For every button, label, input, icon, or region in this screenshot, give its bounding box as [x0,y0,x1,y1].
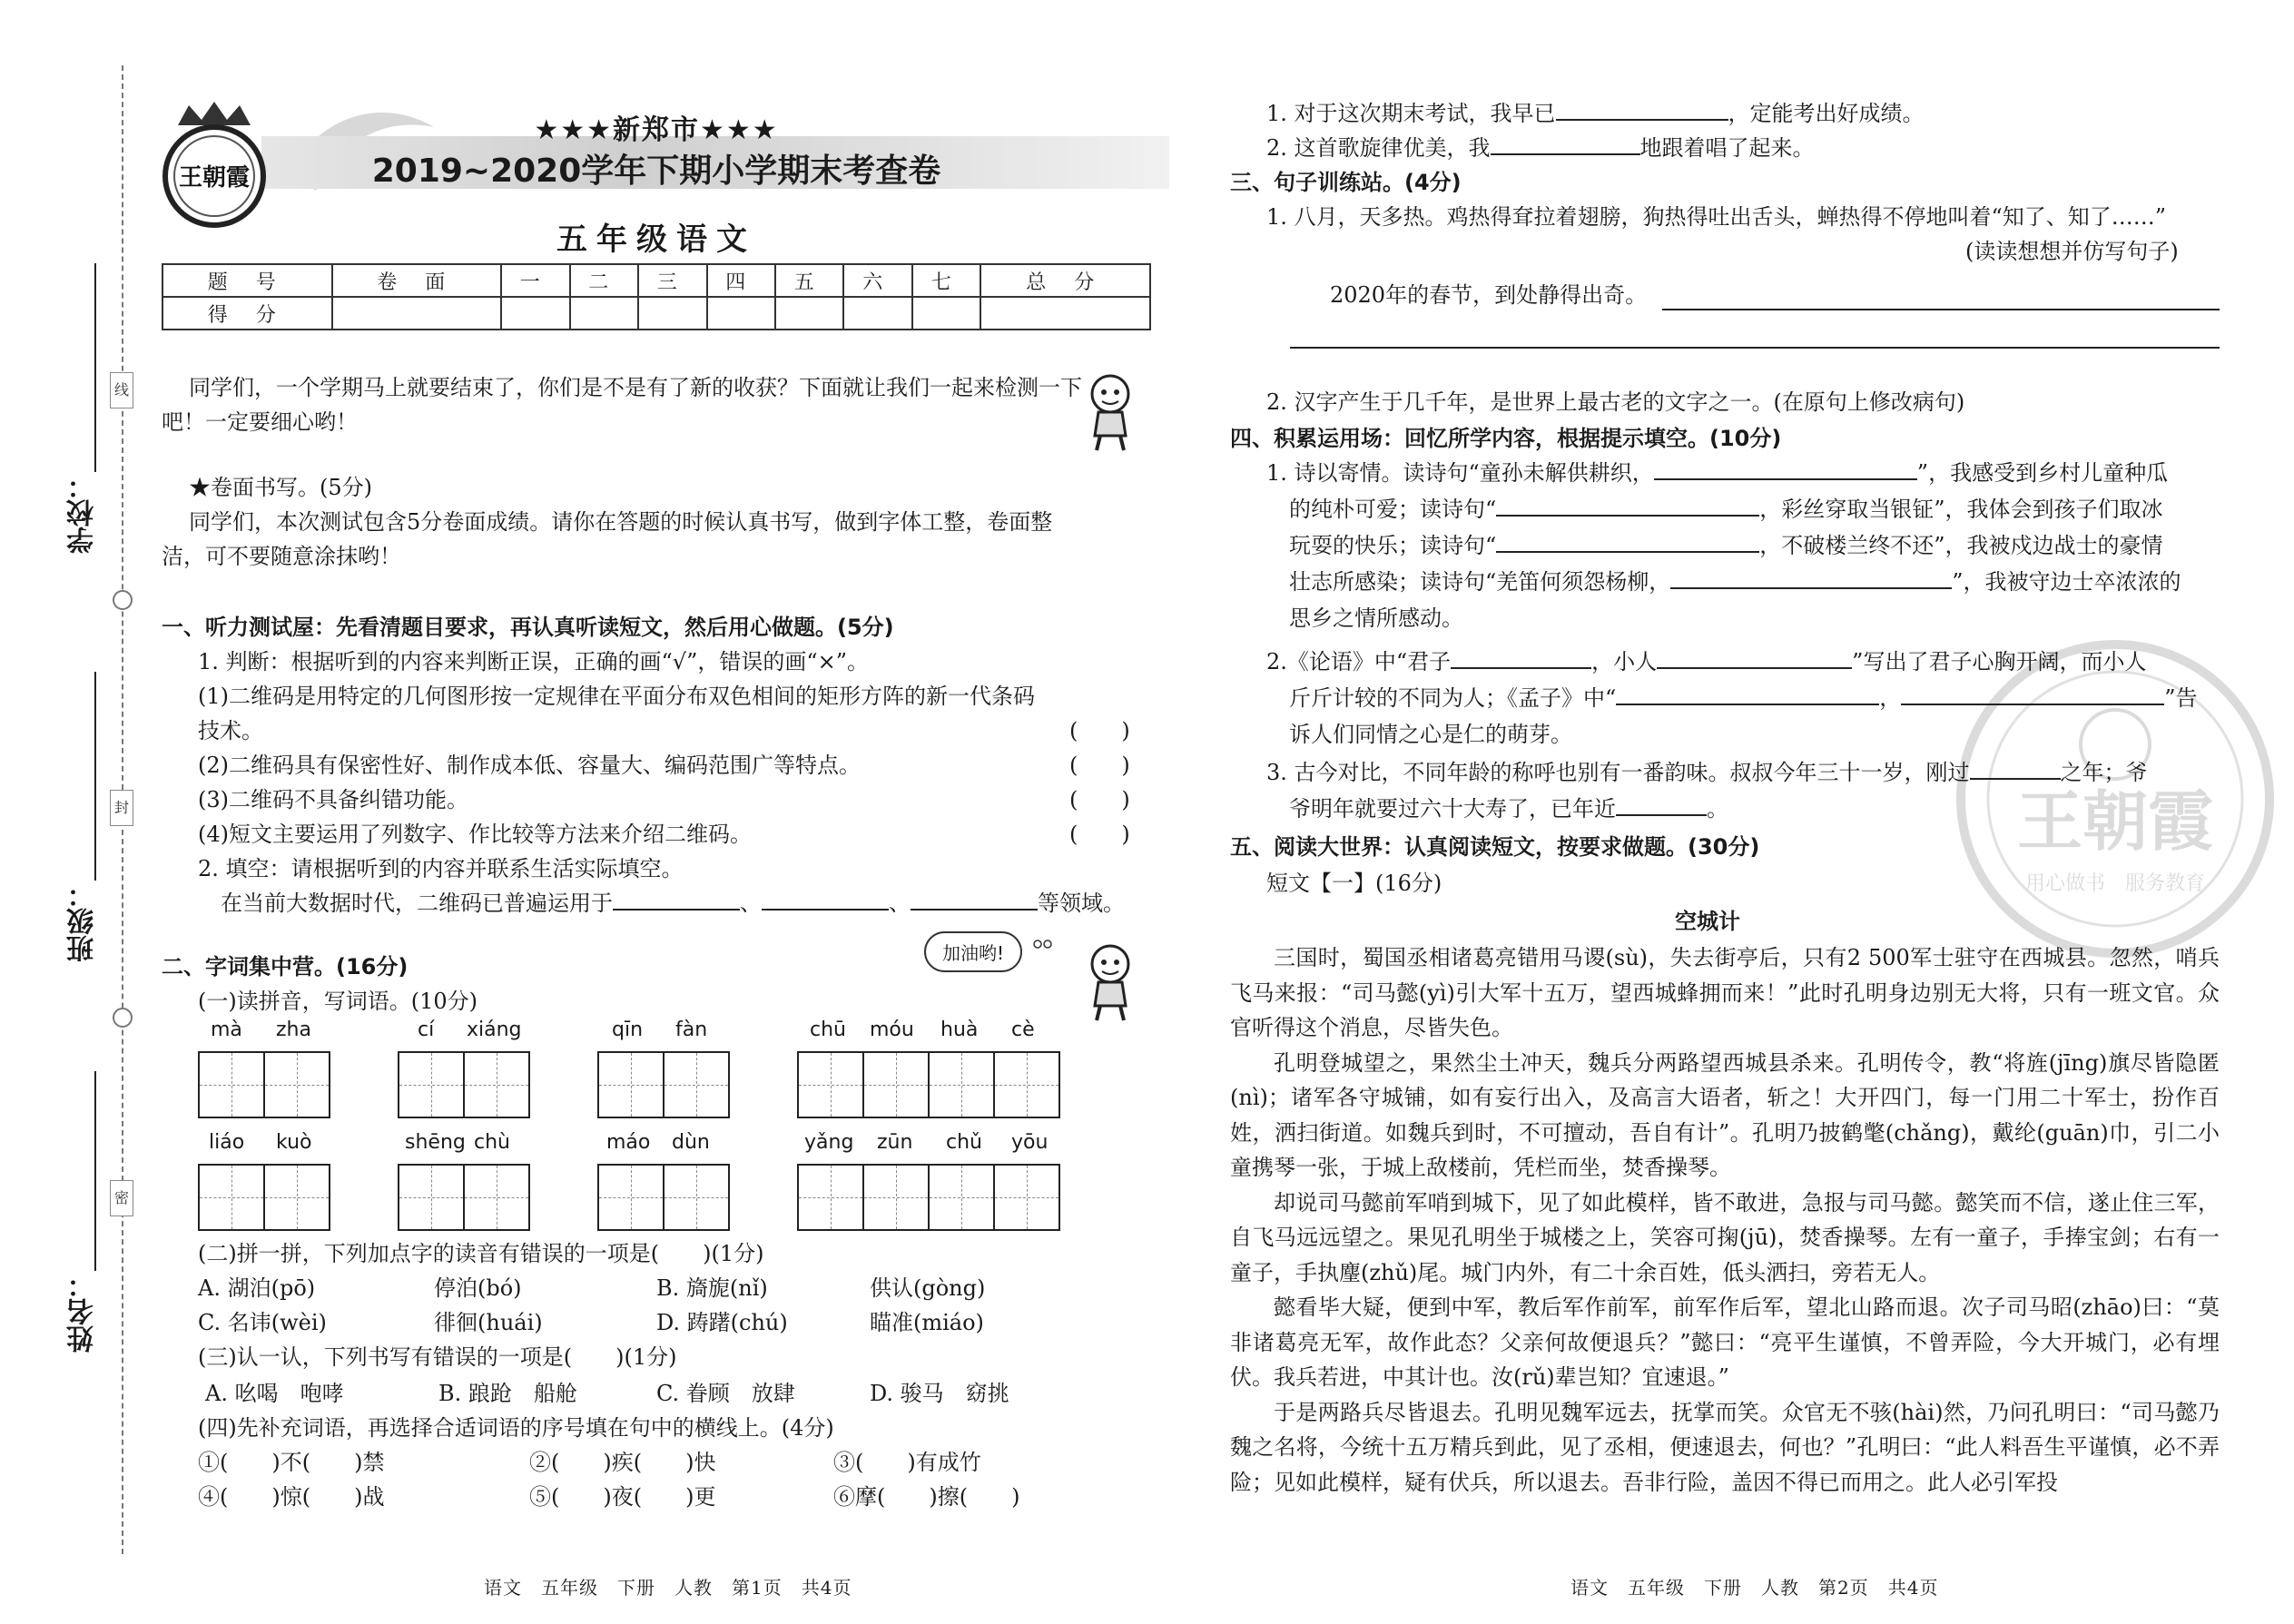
idiom-fill[interactable]: ⑤( )夜( )更 [529,1484,716,1510]
score-cell: 卷 面 [332,264,502,297]
fill-text: 等领域。 [1038,891,1125,916]
passage-body [1230,940,2220,1500]
judge-item: (2)二维码具有保密性好、制作成本低、容量大、编码范围广等特点。 [198,753,861,778]
pinyin-syllable: móu [870,1019,914,1041]
writing-boxes [597,1164,728,1231]
fill-sentence [1266,131,1815,165]
svg-text:王朝霞: 王朝霞 [178,164,251,192]
fill-sep: 、 [889,891,911,916]
option[interactable]: B. 旖旎(nǐ) [656,1275,768,1301]
page-footer: 语文 五年级 下册 人教 第1页 共4页 [484,1577,852,1599]
section3-title: 三、句子训练站。(4分) [1230,170,1462,195]
writing-boxes [797,1164,1058,1231]
fill-blank[interactable] [1657,645,1852,669]
judge-item: (1)二维码是用特定的几何图形按一定规律在平面分布双色相间的矩形方阵的新一代条码 [198,684,1035,709]
fill-text: ， [1879,685,1902,711]
idiom-fill[interactable]: ②( )疾( )快 [529,1450,716,1475]
fill-blank[interactable] [1496,493,1759,517]
class-label: 班级： [67,881,99,962]
score-cell: 总 分 [980,264,1150,297]
classic-fill-line: 诉人们同情之心是仁的萌芽。 [1289,722,1572,747]
age-fill-line [1266,755,2148,790]
option[interactable]: D. 骏马 窈挑 [870,1381,1009,1406]
subject-title: 五年级语文 [556,221,756,258]
binding-mark: 线 [110,372,133,408]
option[interactable]: C. 名讳(wèi) [198,1310,327,1335]
fill-text: 爷明年就要过六十大寿了，已年近 [1289,796,1616,822]
pinyin-syllable: fàn [675,1019,708,1041]
score-input-cell[interactable] [638,297,706,330]
section4-title: 四、积累运用场：回忆所学内容，根据提示填空。(10分) [1230,426,1782,451]
school-field[interactable] [94,263,96,472]
pinyin-group [797,1019,1060,1120]
page-footer: 语文 五年级 下册 人教 第2页 共4页 [1570,1577,1939,1599]
binding-strip [0,0,136,1624]
pinyin-syllable: liáo [209,1131,245,1154]
passage-paragraph: 三国时，蜀国丞相诸葛亮错用马谡(sù)，失去街亭后，只有2 500军士驻守在西城县。忽然，哨兵飞马来报：“司马懿(yì)引大军十五万，望西城蜂拥而来！”此时孔明身边别无大将，只有一班文官。众官听得这个消息，尽皆失色。 [1230,945,2220,1040]
fill-blank[interactable] [1654,457,1917,480]
fill-text: ”，我被守边士卒浓浓的 [1952,569,2181,595]
fill-text: ，定能考出好成绩。 [1728,101,1925,126]
binding-mark: 封 [110,790,133,826]
classic-fill-line [1266,645,2146,679]
score-cell: 六 [843,264,911,297]
fill-blank[interactable] [1670,566,1952,589]
fill-blank[interactable] [1556,97,1728,121]
handwriting-line: 洁，可不要随意涂抹哟！ [162,544,401,569]
fill-blank[interactable] [1451,645,1591,669]
fill-text: 壮志所感染；读诗句“羌笛何须怨杨柳， [1289,569,1671,595]
writing-box[interactable] [663,1051,730,1118]
score-cell: 五 [775,264,843,297]
poem-fill-line [1289,492,2163,527]
fill-text: 地跟着唱了起来。 [1639,135,1815,161]
fill-text: 玩耍的快乐；读诗句“ [1289,533,1497,558]
answer-paren[interactable]: ( ) [1069,718,1130,743]
option: 供认(gòng) [870,1275,986,1301]
fill-text: 1. 对于这次期末考试，我早已 [1266,101,1556,126]
school-label: 学校： [67,472,99,554]
class-field[interactable] [94,672,96,881]
pinyin-syllable: chǔ [946,1131,982,1154]
score-row-label: 得 分 [162,297,332,330]
fill-blank[interactable] [1491,132,1640,155]
pinyin-syllable: chū [810,1019,846,1041]
score-table-score-row [162,297,1150,330]
cheer-bubble: 加油哟! [924,931,1022,972]
score-input-cell[interactable] [980,297,1150,330]
fill-text: 。 [1707,796,1728,822]
fill-text: 在当前大数据时代，二维码已普遍运用于 [221,891,613,916]
idiom-fill[interactable]: ①( )不( )禁 [198,1450,385,1475]
fill-text: ，彩丝穿取当银钲”，我体会到孩子们取冰 [1759,497,2163,522]
section2-part4: (四)先补充词语，再选择合适词语的序号填在句中的横线上。(4分) [198,1415,834,1441]
section2-title: 二、字词集中营。(16分) [162,954,409,979]
writing-boxes [597,1051,728,1118]
mascot-icon [1078,370,1142,452]
judge-item: 技术。 [198,718,263,743]
writing-boxes [797,1051,1058,1118]
svg-text:王朝霞: 王朝霞 [2016,782,2214,860]
writing-box[interactable] [797,1164,864,1231]
writing-box[interactable] [862,1051,930,1118]
score-input-cell[interactable] [332,297,502,330]
answer-line[interactable] [1290,325,2220,349]
score-input-cell[interactable] [912,297,980,330]
score-input-cell[interactable] [775,297,843,330]
score-table-header-row [162,264,1150,297]
fill-text: ”告 [2164,685,2198,711]
pinyin-group [597,1131,732,1233]
writing-box[interactable] [993,1051,1060,1118]
score-cell: 题 号 [162,264,332,297]
fill-blank[interactable] [1970,756,2061,780]
writing-box[interactable] [263,1164,330,1231]
city-heading: ★★★新郑市★★★ [534,114,779,146]
fill-blank[interactable] [762,887,889,910]
page-2 [1230,0,2220,1624]
pinyin-syllable: chù [474,1131,510,1154]
pinyin-syllable: cè [1011,1019,1035,1041]
option: 瞄准(miáo) [870,1310,984,1335]
pinyin-syllable: yǎng [804,1131,854,1154]
poem-fill-line [1289,528,2163,563]
section3-q2[interactable]: 2. 汉字产生于几千年，是世界上最古老的文字之一。(在原句上修改病句) [1266,389,1965,415]
idiom-fill[interactable]: ④( )惊( )战 [198,1484,385,1510]
score-cell: 七 [912,264,980,297]
option[interactable]: D. 踌躇(chú) [656,1310,788,1335]
writing-box[interactable] [993,1164,1060,1231]
section2-part2: (二)拼一拼，下列加点字的读音有错误的一项是( )(1分) [198,1241,764,1266]
fill-text: 2.《论语》中“君子 [1266,649,1452,674]
writing-box[interactable] [663,1164,730,1231]
pinyin-syllable: qīn [612,1019,644,1041]
fill-text: 3. 古今对比，不同年龄的称呼也别有一番韵味。叔叔今年三十一岁，刚过 [1266,760,1970,785]
pinyin-syllable: xiáng [467,1019,522,1041]
binding-hole [113,590,133,610]
writing-box[interactable] [398,1051,465,1118]
fill-blank[interactable] [911,887,1038,910]
writing-box[interactable] [928,1164,995,1231]
pinyin-group [797,1131,1060,1233]
writing-boxes [198,1051,329,1118]
score-input-cell[interactable] [707,297,775,330]
pinyin-syllable: mà [211,1019,242,1041]
answer-line[interactable] [1662,287,2220,310]
score-input-cell[interactable] [843,297,911,330]
writing-boxes [398,1164,528,1231]
option[interactable]: A. 吆喝 咆哮 [205,1381,344,1406]
idiom-fill[interactable]: ③( )有成竹 [833,1450,981,1475]
pinyin-syllable: kuò [276,1131,312,1154]
section5-title: 五、阅读大世界：认真阅读短文，按要求做题。(30分) [1230,834,1760,860]
exam-title: 2019~2020学年下期小学期末考查卷 [371,153,941,190]
fill-text: ”，我感受到乡村儿童种瓜 [1916,460,2169,486]
classic-fill-line [1289,681,2198,715]
handwriting-line: 同学们，本次测试包含5分卷面成绩。请你在答题的时候认真书写，做到字体工整，卷面整 [189,509,1053,535]
fill-blank[interactable] [1901,682,2164,705]
mascot-icon [1078,940,1142,1022]
option[interactable]: C. 眷顾 放肆 [656,1381,795,1406]
writing-box[interactable] [597,1051,665,1118]
pinyin-group [198,1019,332,1120]
writing-box[interactable] [198,1164,265,1231]
section2-part1: (一)读拼音，写词语。(10分) [198,989,478,1014]
poem-fill-line: 思乡之情所感动。 [1289,605,1463,631]
passage-paragraph: 却说司马懿前军哨到城下，见了如此模样，皆不敢进，急报与司马懿。懿笑而不信，遂止住三军，自飞马远远望之。果见孔明坐于城楼之上，笑容可掬(jū)，焚香操琴。左有一童子，手捧宝剑；右有一童子，手执麈(zhǔ)尾。城门内外，有二十余百姓，低头洒扫，旁若无人。 [1230,1189,2220,1285]
answer-paren[interactable]: ( ) [1069,753,1130,778]
pinyin-group [398,1131,532,1233]
writing-box[interactable] [463,1164,530,1231]
section1-title: 一、听力测试屋：先看清题目要求，再认真听读短文，然后用心做题。(5分) [162,615,894,640]
section3-q1-hint: (读读想想并仿写句子) [1965,239,2179,264]
writing-box[interactable] [263,1051,330,1118]
passage-label: 短文【一】(16分) [1266,871,1442,896]
score-input-cell[interactable] [570,297,638,330]
section3-q1-start: 2020年的春节，到处静得出奇。 [1330,282,1648,308]
poem-fill-line [1266,456,2168,490]
writing-box[interactable] [928,1051,995,1118]
writing-box[interactable] [797,1051,864,1118]
option: 徘徊(huái) [434,1310,543,1335]
page-1 [162,0,1151,1624]
binding-mark: 密 [110,1180,133,1216]
writing-box[interactable] [463,1051,530,1118]
writing-boxes [398,1051,528,1118]
option[interactable]: A. 湖泊(pō) [198,1275,316,1301]
score-cell: 四 [707,264,775,297]
section2-part3: (三)认一认，下列书写有错误的一项是( )(1分) [198,1344,677,1370]
svg-text:用心做书 服务教育: 用心做书 服务教育 [2024,872,2206,895]
fill-blank[interactable] [1616,682,1879,705]
writing-boxes [198,1164,329,1231]
poem-fill-line [1289,565,2181,599]
section3-q1: 1. 八月，天多热。鸡热得耷拉着翅膀，狗热得吐出舌头，蝉热得不停地叫着“知了、知了……” [1266,204,2167,230]
pinyin-syllable: cí [418,1019,435,1041]
fill-sentence [1266,96,1925,131]
writing-box[interactable] [862,1164,930,1231]
pinyin-syllable: zha [276,1019,311,1041]
bubble-dots-icon [1033,939,1053,950]
fill-text: ”写出了君子心胸开阔，而小人 [1852,649,2147,674]
pinyin-syllable: yōu [1011,1131,1049,1154]
fill-text: 1. 诗以寄情。读诗句“童孙未解供耕织， [1266,460,1654,486]
pinyin-group [198,1131,332,1233]
score-cell: 二 [570,264,638,297]
option[interactable]: B. 踉跄 船舱 [438,1381,577,1406]
idiom-fill[interactable]: ⑥摩( )擦( ) [833,1484,1020,1510]
fill-text: ，不破楼兰终不还”，我被戍边战士的豪情 [1759,533,2163,558]
judge-item: (3)二维码不具备纠错功能。 [198,787,468,812]
binding-hole [113,1008,133,1028]
pinyin-group [597,1019,732,1120]
writing-box[interactable] [198,1051,265,1118]
pinyin-syllable: dùn [672,1131,710,1154]
pinyin-syllable: máo [606,1131,651,1154]
writing-box[interactable] [398,1164,465,1231]
option: 停泊(bó) [434,1275,522,1301]
section1-q1: 1. 判断：根据听到的内容来判断正误，正确的画“√”，错误的画“×”。 [198,649,870,674]
fill-blank[interactable] [613,887,740,910]
fill-blank[interactable] [1616,792,1707,816]
passage-paragraph: 于是两路兵尽皆退去。孔明见魏军远去，抚掌而笑。众官无不骇(hài)然，乃问孔明曰：“司马懿乃魏之名将，今统十五万精兵到此，见了丞相，便速退去，何也？”孔明曰：“此人料吾生平谨慎，必不弄险；见如此模样，疑有伏兵，所以退去。吾非行险，盖因不得已而用之。此人必引军投 [1230,1399,2220,1495]
fill-sep: 、 [740,891,762,916]
age-fill-line [1289,792,1728,826]
name-label: 姓名： [67,1271,99,1353]
intro-line: 吧！一定要细心哟！ [162,409,358,435]
name-field[interactable] [94,1071,96,1271]
fill-text: 之年；爷 [2060,760,2148,785]
fill-blank[interactable] [1496,529,1759,553]
fill-text: 的纯朴可爱；读诗句“ [1289,497,1497,522]
section1-q2-fill [221,886,1125,920]
fill-text: 斤斤计较的不同为人；《孟子》中“ [1289,685,1617,711]
pinyin-syllable: shēng [405,1131,466,1154]
score-cell: 三 [638,264,706,297]
score-input-cell[interactable] [501,297,569,330]
answer-paren[interactable]: ( ) [1069,822,1130,847]
handwriting-title: ★卷面书写。(5分) [189,475,372,500]
section1-q2: 2. 填空：请根据听到的内容并联系生活实际填空。 [198,856,684,881]
passage-paragraph: 孔明登城望之，果然尘土冲天，魏兵分两路望西城县杀来。孔明传令，教“将旌(jīng)旗尽皆隐匿(nì)；诸军各守城铺，如有妄行出入，及高言大语者，斩之！大开四门，每一门用二十军士，扮作百姓，洒扫街道。如魏兵到时，不可擅动，吾自有计”。孔明乃披鹤氅(chǎng)，戴纶(guān)巾，引二小童携琴一张，于城上敌楼前，凭栏而坐，焚香操琴。 [1230,1049,2220,1180]
score-table [162,263,1151,330]
passage-title: 空城计 [1675,909,1740,934]
fill-text: 2. 这首歌旋律优美，我 [1266,135,1491,161]
score-cell: 一 [501,264,569,297]
pinyin-syllable: zūn [877,1131,913,1154]
writing-box[interactable] [597,1164,665,1231]
pinyin-syllable: huà [940,1019,979,1041]
intro-line: 同学们，一个学期马上就要结束了，你们是不是有了新的收获？下面就让我们一起来检测一下 [189,375,1082,400]
judge-item: (4)短文主要运用了列数字、作比较等方法来介绍二维码。 [198,822,752,847]
pinyin-group [398,1019,532,1120]
fill-text: ，小人 [1591,649,1658,674]
passage-paragraph: 懿看毕大疑，便到中军，教后军作前军，前军作后军，望北山路而退。次子司马昭(zhāo)曰：“莫非诸葛亮无军，故作此态？父亲何故便退兵？”懿曰：“亮平生谨慎，不曾弄险，今大开城门，必有埋伏。我兵若进，中其计也。汝(rǔ)辈岂知？宜速退。” [1230,1294,2220,1390]
answer-paren[interactable]: ( ) [1069,787,1130,812]
